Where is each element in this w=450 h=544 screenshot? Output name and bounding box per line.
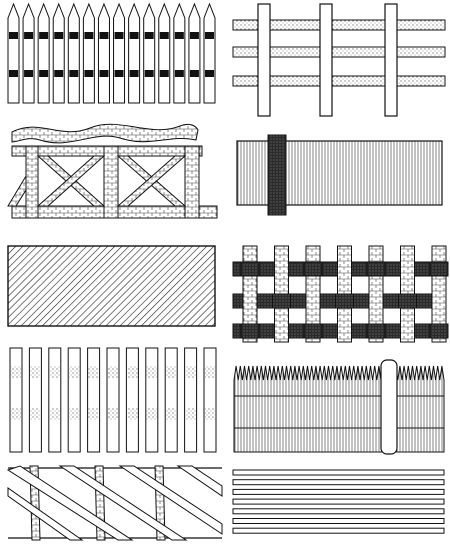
board-rail-gap [11, 408, 21, 420]
picket [68, 4, 79, 103]
picket [174, 4, 185, 103]
diagonal-lattice-fence-panel [8, 246, 215, 326]
board-rail-gap [108, 408, 118, 420]
diagonal-slat-fence-panel [8, 466, 222, 540]
picket-rail-shadow [99, 32, 108, 39]
horizontal-rail [233, 489, 444, 494]
fence-board [204, 348, 216, 452]
weave-overlap [241, 324, 259, 338]
picket-rail-shadow [99, 70, 108, 77]
picket [8, 4, 19, 103]
picket-rail-shadow [39, 32, 48, 39]
spaced-board-fence-panel [10, 348, 216, 452]
picket-rail-shadow [205, 70, 214, 77]
board-rail-gap [147, 366, 157, 378]
board-rail-gap [108, 366, 118, 378]
fence-board [29, 348, 41, 452]
picket [114, 4, 125, 103]
board-rail-gap [147, 408, 157, 420]
board-rail-gap [30, 408, 40, 420]
picket-rail-shadow [160, 70, 169, 77]
picket-rail-shadow [175, 32, 184, 39]
weave-overlap [430, 324, 448, 338]
fence-board [88, 348, 100, 452]
horizontal-rail [233, 480, 444, 485]
fence-board [10, 348, 22, 452]
stockade-post [381, 360, 397, 454]
fence-board [146, 348, 158, 452]
board-rail-gap [69, 366, 79, 378]
picket [129, 4, 140, 103]
stockade-panel [234, 366, 444, 452]
weave-overlap [430, 262, 448, 276]
vertical-board-fence-panel [237, 135, 442, 215]
picket [98, 4, 109, 103]
board-rail-gap [186, 408, 196, 420]
board-rail-gap [11, 366, 21, 378]
board-rail-gap [50, 408, 60, 420]
picket-rail-shadow [24, 32, 33, 39]
picket [23, 4, 34, 103]
weave-overlap [273, 294, 291, 308]
board-rail-gap [166, 408, 176, 420]
horizontal-rail-fence-panel [233, 470, 444, 533]
picket-rail-shadow [84, 70, 93, 77]
picket-rail-shadow [175, 70, 184, 77]
stockade-fence-panel [234, 360, 444, 454]
picket-rail-shadow [24, 70, 33, 77]
picket-rail-shadow [205, 32, 214, 39]
picket-rail-shadow [9, 32, 18, 39]
picket [159, 4, 170, 103]
picket-rail-shadow [115, 70, 124, 77]
picket-rail-shadow [145, 32, 154, 39]
picket-rail-shadow [9, 70, 18, 77]
picket-rail-shadow [160, 32, 169, 39]
picket-rail-shadow [54, 70, 63, 77]
fence-board [68, 348, 80, 452]
picket [38, 4, 49, 103]
weave-overlap [304, 262, 322, 276]
board-rail-gap [127, 408, 137, 420]
board-rail-gap [89, 408, 99, 420]
picket-rail-shadow [84, 32, 93, 39]
picket-rail-shadow [115, 32, 124, 39]
horizontal-rail [233, 528, 444, 533]
weave-overlap [367, 262, 385, 276]
board-rail-gap [166, 366, 176, 378]
horizontal-rail [233, 499, 444, 504]
board-rail-gap [205, 408, 215, 420]
picket [144, 4, 155, 103]
cross-brace-fence-panel [8, 124, 217, 218]
picket [83, 4, 94, 103]
board-rail-gap [89, 366, 99, 378]
picket-rail-shadow [39, 70, 48, 77]
board-rail-gap [69, 408, 79, 420]
picket-rail-shadow [54, 32, 63, 39]
picket-rail-shadow [190, 70, 199, 77]
picket [53, 4, 64, 103]
board-rail-gap [205, 366, 215, 378]
fence-board [107, 348, 119, 452]
weave-overlap [399, 294, 417, 308]
picket-rail-shadow [190, 32, 199, 39]
picket [189, 4, 200, 103]
horizontal-rail [233, 470, 444, 475]
horizontal-rail [233, 509, 444, 514]
picket-rail-shadow [69, 32, 78, 39]
basket-weave-fence-panel [233, 246, 448, 342]
weave-overlap [367, 324, 385, 338]
board-rail-gap [127, 366, 137, 378]
picket [204, 4, 215, 103]
weave-overlap [241, 262, 259, 276]
post-and-rail-fence-panel [233, 4, 445, 116]
weave-overlap [304, 324, 322, 338]
picket-fence-panel [8, 4, 215, 103]
picket-rail-shadow [69, 70, 78, 77]
weave-overlap [336, 294, 354, 308]
horizontal-rail [233, 519, 444, 524]
picket-rail-shadow [130, 32, 139, 39]
board-rail-gap [186, 366, 196, 378]
board-rail-gap [30, 366, 40, 378]
fence-board [126, 348, 138, 452]
fence-board [49, 348, 61, 452]
picket-rail-shadow [145, 70, 154, 77]
picket-rail-shadow [130, 70, 139, 77]
fence-board [165, 348, 177, 452]
board-rail-gap [50, 366, 60, 378]
fence-board [185, 348, 197, 452]
